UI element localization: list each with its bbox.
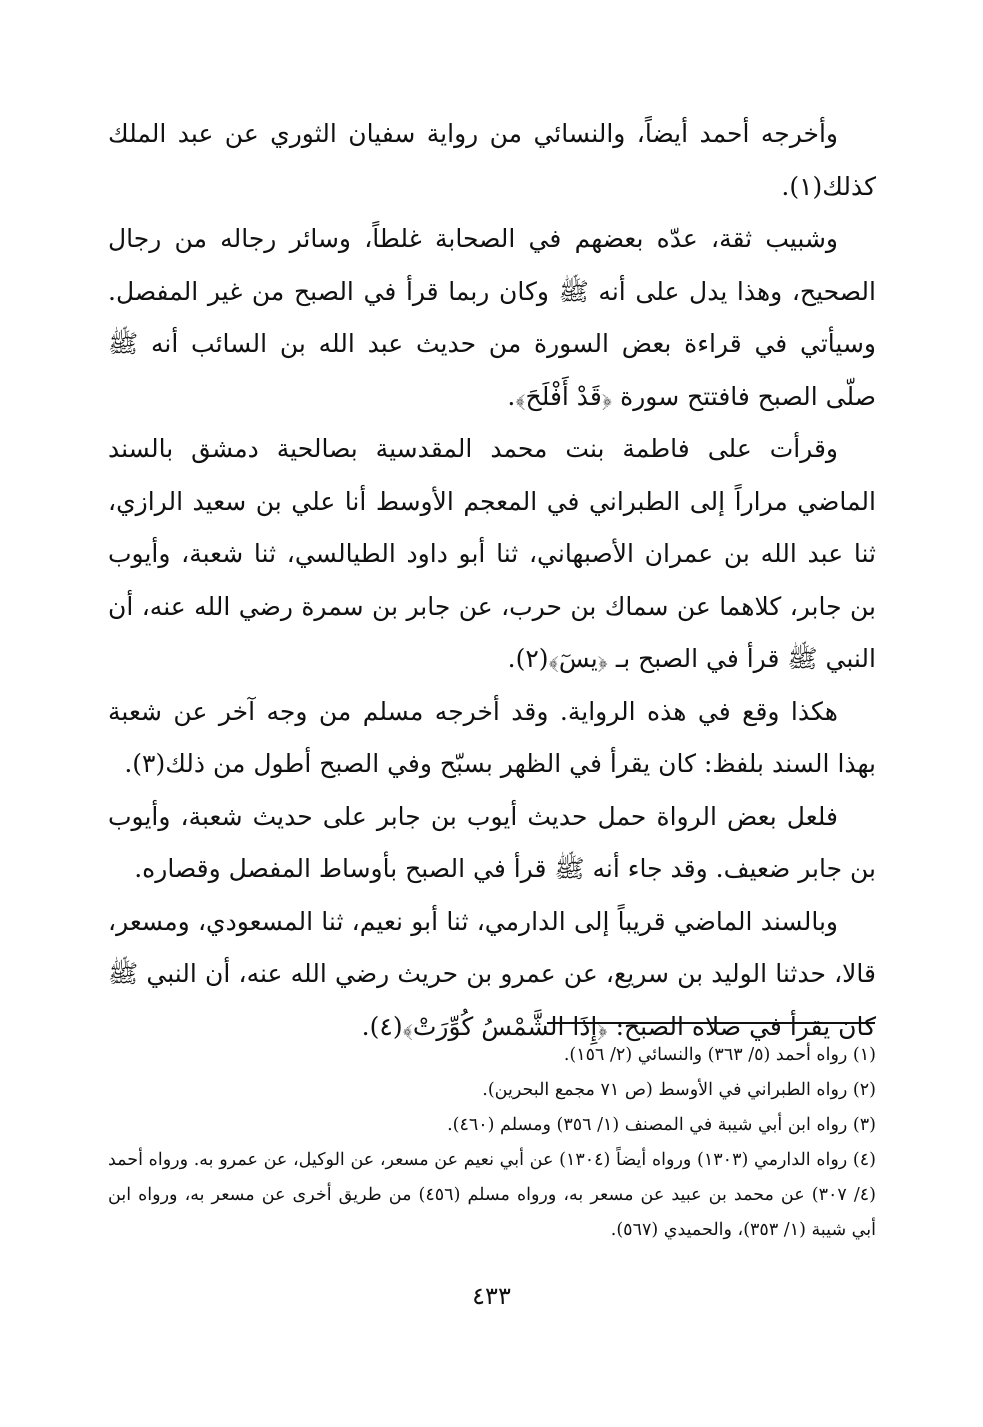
footnote: (٢) رواه الطبراني في الأوسط (ص ٧١ مجمع البحرين). (482, 1080, 876, 1100)
paragraph: وأخرجه أحمد أيضاً، والنسائي من رواية سفيان الثوري عن عبد الملك كذلك(١). (108, 119, 876, 201)
paragraph: وشبيب ثقة، عدّه بعضهم في الصحابة غلطاً، وسائر رجاله من رجال الصحيح، وهذا يدل على أنه ﷺ وكان ربما قرأ في الصبح من غير المفصل. وسيأتي في قراءة بعض السورة من حديث عبد الله بن السائب أنه ﷺ صلّى الصبح فافتتح سورة ﴿قَدْ أَفْلَحَ﴾. (108, 224, 876, 411)
page-number: ٤٣٣ (472, 1282, 511, 1310)
main-text (108, 108, 876, 1053)
paragraph: وبالسند الماضي قريباً إلى الدارمي، ثنا أبو نعيم، ثنا المسعودي، ومسعر، قالا، حدثنا الوليد بن سريع، عن عمرو بن حريث رضي الله عنه، أن النبي ﷺ كان يقرأ في صلاة الصبح: ﴿إِذَا الشَّمْسُ كُوِّرَتْ﴾(٤). (108, 906, 876, 1041)
footnote: (٣) رواه ابن أبي شيبة في المصنف (١/ ٣٥٦) ومسلم (٤٦٠). (447, 1115, 876, 1135)
paragraph: فلعل بعض الرواة حمل حديث أيوب بن جابر على حديث شعبة، وأيوب بن جابر ضعيف. وقد جاء أنه ﷺ قرأ في الصبح بأوساط المفصل وقصاره. (108, 801, 876, 883)
footnotes (108, 1038, 876, 1248)
footnote: (١) رواه أحمد (٥/ ٣٦٣) والنسائي (٢/ ١٥٦). (563, 1045, 876, 1065)
footnote: (٤) رواه الدارمي (١٣٠٣) ورواه أيضاً (١٣٠٤) عن أبي نعيم عن مسعر، عن الوكيل، عن عمرو به. ورواه أحمد (٤/ ٣٠٧) عن محمد بن عبيد عن مسعر به، ورواه مسلم (٤٥٦) من طريق أخرى عن مسعر به، ورواه ابن أبي شيبة (١/ ٣٥٣)، والحميدي (٥٦٧). (108, 1150, 876, 1240)
paragraph: وقرأت على فاطمة بنت محمد المقدسية بصالحية دمشق بالسند الماضي مراراً إلى الطبراني في المعجم الأوسط أنا علي بن سعيد الرازي، ثنا عبد الله بن عمران الأصبهاني، ثنا أبو داود الطيالسي، ثنا شعبة، وأيوب بن جابر، كلاهما عن سماك بن حرب، عن جابر بن سمرة رضي الله عنه، أن النبي ﷺ قرأ في الصبح بـ ﴿يسٓ﴾(٢). (108, 434, 876, 673)
footnote-separator (547, 1022, 875, 1024)
paragraph: هكذا وقع في هذه الرواية. وقد أخرجه مسلم من وجه آخر عن شعبة بهذا السند بلفظ: كان يقرأ في الظهر بسبّح وفي الصبح أطول من ذلك(٣). (108, 696, 876, 778)
